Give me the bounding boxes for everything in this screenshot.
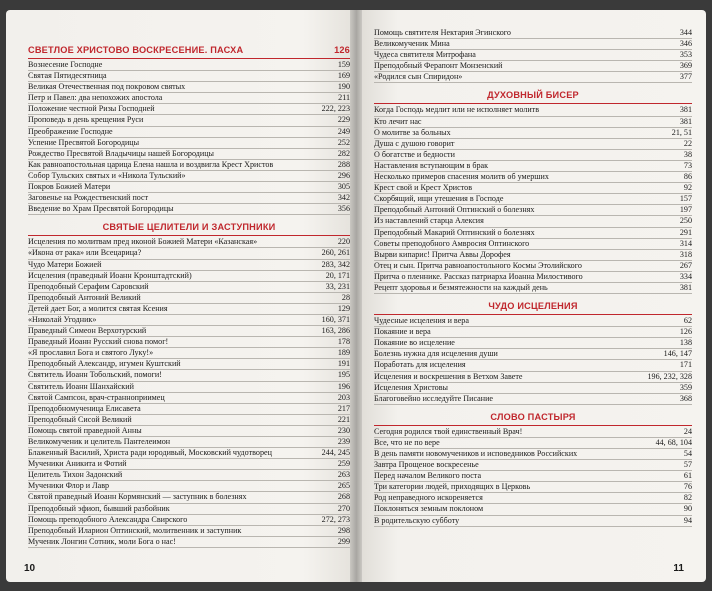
toc-entry-page: 90 xyxy=(683,504,692,514)
toc-entry-title: Вырви кипарис! Притча Аввы Дорофея xyxy=(374,249,511,259)
toc-entry-title: «Я прославил Бога и святого Луку!» xyxy=(28,348,154,358)
toc-entry-title: Преображение Господне xyxy=(28,126,113,136)
toc-entry xyxy=(374,228,692,239)
toc-entry-page: 239 xyxy=(337,437,350,446)
toc-entry-title: Преподобный Антоний Оптинский о болезнях xyxy=(374,205,535,215)
toc-entry-page: 190 xyxy=(337,82,350,92)
section-heading-spiritual-beads: ДУХОВНЫЙ БИСЕР xyxy=(374,89,692,104)
section-miracle-healing-entries xyxy=(374,316,692,405)
toc-entry-page: 268 xyxy=(337,492,350,502)
toc-entry xyxy=(374,172,692,183)
section-heading-easter xyxy=(28,44,350,59)
toc-entry xyxy=(28,426,350,437)
toc-entry xyxy=(28,359,350,370)
toc-entry-page: 368 xyxy=(679,393,692,403)
toc-entry-title: Советы преподобного Амвросия Оптинского xyxy=(374,238,530,248)
toc-entry xyxy=(374,128,692,139)
toc-entry-page: 270 xyxy=(337,503,350,513)
toc-entry xyxy=(374,349,692,360)
book-gutter xyxy=(350,10,362,582)
toc-entry xyxy=(28,492,350,503)
toc-entry-page: 82 xyxy=(683,493,692,503)
toc-entry-page: 138 xyxy=(679,338,692,348)
toc-entry xyxy=(28,93,350,104)
toc-entry-page: 305 xyxy=(337,182,350,192)
toc-entry-page: 381 xyxy=(679,105,692,115)
toc-entry xyxy=(28,526,350,537)
right-page-contents xyxy=(374,28,692,527)
toc-entry-page: 57 xyxy=(683,460,692,470)
toc-entry xyxy=(28,437,350,448)
left-page xyxy=(6,10,356,582)
toc-entry-title: Три категории людей, приходящих в Церковь xyxy=(374,482,531,492)
toc-entry xyxy=(374,205,692,216)
toc-entry-page: 259 xyxy=(337,459,350,469)
toc-entry-title: Чудесные исцеления и вера xyxy=(374,316,469,326)
toc-entry-title: Исцеления Христовы xyxy=(374,382,448,392)
toc-entry xyxy=(374,250,692,261)
toc-entry-title: Мученики Флор и Лавр xyxy=(28,481,110,491)
toc-entry-title: Святой праведный Иоанн Кормянский — заступник в болезнях xyxy=(28,492,247,502)
toc-entry-page: 220 xyxy=(337,237,350,247)
toc-entry xyxy=(374,272,692,283)
toc-entry-page: 22 xyxy=(683,138,692,148)
toc-entry-page: 196 xyxy=(337,381,350,391)
toc-entry-page: 346 xyxy=(679,39,692,49)
toc-entry xyxy=(28,193,350,204)
toc-entry-page: 359 xyxy=(679,382,692,392)
toc-entry-page: 159 xyxy=(337,60,350,69)
toc-entry-title: Благоговейно исследуйте Писание xyxy=(374,393,494,403)
toc-entry-page: 263 xyxy=(337,470,350,480)
toc-entry-title: Святая Пятидесятница xyxy=(28,71,107,81)
toc-entry-page: 265 xyxy=(337,481,350,491)
toc-entry xyxy=(374,438,692,449)
toc-entry-page: 272, 273 xyxy=(321,514,350,524)
toc-entry xyxy=(374,183,692,194)
toc-entry-page: 178 xyxy=(337,337,350,347)
toc-entry-title: Крест свой и Крест Христов xyxy=(374,183,473,193)
toc-entry-title: Наставления вступающим в брак xyxy=(374,160,489,170)
toc-entry-title: Преподобный Серафим Саровский xyxy=(28,281,149,291)
toc-entry-title: Целитель Тихон Задонский xyxy=(28,470,123,480)
toc-entry-page: 252 xyxy=(337,137,350,147)
toc-entry-title: Заговенье на Рождественский пост xyxy=(28,193,149,203)
toc-entry-page: 92 xyxy=(683,183,692,193)
toc-entry-title: Помощь святителя Нектария Эгинского xyxy=(374,28,511,37)
toc-entry xyxy=(374,39,692,50)
toc-entry-page: 318 xyxy=(679,249,692,259)
toc-entry-page: 24 xyxy=(683,426,692,436)
toc-entry-title: Покаяние и вера xyxy=(374,327,431,337)
toc-entry-page: 86 xyxy=(683,172,692,182)
toc-entry xyxy=(374,150,692,161)
toc-entry xyxy=(374,449,692,460)
toc-entry-page: 250 xyxy=(679,216,692,226)
toc-entry-title: Святитель Иоанн Тобольский, помоги! xyxy=(28,370,162,380)
toc-entry-page: 344 xyxy=(679,28,692,37)
toc-entry-title: Рождество Пресвятой Владычицы нашей Богородицы xyxy=(28,148,214,158)
section-healers-entries xyxy=(28,237,350,548)
toc-entry xyxy=(374,516,692,527)
toc-entry-page: 62 xyxy=(683,316,692,326)
section-title-page: 126 xyxy=(334,45,350,55)
toc-entry xyxy=(374,194,692,205)
toc-entry-title: Душа с душою говорит xyxy=(374,138,455,148)
toc-entry xyxy=(374,360,692,371)
toc-entry-page: 369 xyxy=(679,61,692,71)
toc-entry-page: 249 xyxy=(337,126,350,136)
toc-entry xyxy=(28,282,350,293)
toc-entry-title: Исцеления по молитвам пред иконой Божией Матери «Казанская» xyxy=(28,237,258,247)
toc-entry xyxy=(28,82,350,93)
toc-entry-page: 191 xyxy=(337,359,350,369)
toc-entry-title: Мученики Аникита и Фотий xyxy=(28,459,127,469)
toc-entry xyxy=(28,248,350,259)
toc-entry xyxy=(28,104,350,115)
toc-entry xyxy=(28,127,350,138)
toc-entry xyxy=(28,138,350,149)
toc-entry-page: 217 xyxy=(337,403,350,413)
toc-entry xyxy=(28,404,350,415)
toc-entry xyxy=(28,149,350,160)
toc-entry xyxy=(28,171,350,182)
toc-entry-page: 61 xyxy=(683,471,692,481)
toc-entry-page: 377 xyxy=(679,72,692,82)
toc-entry-title: Великомученик и целитель Пантелеимон xyxy=(28,437,171,446)
section-easter-entries xyxy=(28,60,350,215)
toc-entry-title: Преподобный эфиоп, бывший разбойник xyxy=(28,503,170,513)
toc-entry-title: Рецепт здоровья и безмятежности на каждый день xyxy=(374,282,548,292)
toc-entry-page: 230 xyxy=(337,425,350,435)
toc-entry xyxy=(374,283,692,294)
toc-entry-title: О молитве за больных xyxy=(374,127,451,137)
toc-entry-title: Кто лечит нас xyxy=(374,116,422,126)
toc-entry xyxy=(28,415,350,426)
toc-entry-page: 283, 342 xyxy=(321,259,350,269)
toc-entry-title: Преподобномученица Елисавета xyxy=(28,403,141,413)
toc-entry-page: 163, 286 xyxy=(321,326,350,336)
page-number-right: 11 xyxy=(673,563,684,574)
toc-entry xyxy=(374,117,692,128)
toc-entry xyxy=(374,105,692,116)
toc-entry-title: Введение во Храм Пресвятой Богородицы xyxy=(28,204,174,214)
toc-entry-title: Великомученик Мина xyxy=(374,39,450,49)
toc-entry-page: 282 xyxy=(337,148,350,158)
toc-entry-title: Отец и сын. Притча равноапостольного Космы Этолийского xyxy=(374,260,582,270)
right-page xyxy=(356,10,706,582)
toc-entry-page: 169 xyxy=(337,71,350,81)
toc-entry-title: Праведный Иоанн Русский снова помог! xyxy=(28,337,169,347)
toc-entry-page: 244, 245 xyxy=(321,448,350,458)
section-heading-healers: СВЯТЫЕ ЦЕЛИТЕЛИ И ЗАСТУПНИКИ xyxy=(28,221,350,236)
toc-entry xyxy=(28,470,350,481)
toc-entry xyxy=(374,50,692,61)
toc-entry xyxy=(28,459,350,470)
toc-entry-page: 33, 231 xyxy=(325,281,350,291)
toc-entry-page: 353 xyxy=(679,50,692,60)
toc-entry-title: Род неправедного искореняется xyxy=(374,493,483,503)
toc-entry-title: Преподобный Сисой Великий xyxy=(28,414,132,424)
toc-entry-page: 334 xyxy=(679,271,692,281)
section-heading-miracle-healing: ЧУДО ИСЦЕЛЕНИЯ xyxy=(374,300,692,315)
toc-entry-title: Святитель Иоанн Шанхайский xyxy=(28,381,134,391)
toc-entry xyxy=(374,28,692,39)
toc-entry-page: 157 xyxy=(679,194,692,204)
toc-entry xyxy=(28,504,350,515)
toc-entry-page: 356 xyxy=(337,204,350,214)
toc-entry xyxy=(28,182,350,193)
toc-entry-title: Болезнь нужна для исцеления души xyxy=(374,349,498,359)
toc-entry-title: Положение честной Ризы Господней xyxy=(28,104,155,114)
toc-entry xyxy=(374,261,692,272)
toc-entry-title: Собор Тульских святых и «Никола Тульский» xyxy=(28,170,186,180)
toc-entry xyxy=(28,337,350,348)
toc-entry-title: Покров Божией Матери xyxy=(28,182,111,192)
toc-entry-title: Блаженный Василий, Христа ради юродивый, Московский чудотворец xyxy=(28,448,272,458)
toc-entry xyxy=(28,481,350,492)
toc-entry-title: Великая Отечественная под покровом святых xyxy=(28,82,186,92)
toc-entry-title: Чудеса святителя Митрофана xyxy=(374,50,476,60)
toc-entry xyxy=(28,348,350,359)
toc-entry-page: 203 xyxy=(337,392,350,402)
toc-entry-title: Святой Сампсон, врач-странноприимец xyxy=(28,392,165,402)
toc-entry xyxy=(28,448,350,459)
toc-entry-page: 267 xyxy=(679,260,692,270)
toc-entry xyxy=(374,61,692,72)
toc-entry xyxy=(28,370,350,381)
toc-entry-page: 260, 261 xyxy=(321,248,350,258)
toc-entry-title: Покаяние во исцеление xyxy=(374,338,455,348)
toc-entry xyxy=(374,161,692,172)
toc-entry-page: 21, 51 xyxy=(671,127,692,137)
toc-entry-title: «Икона от рака» или Всецарица? xyxy=(28,248,142,258)
toc-entry-title: Исцеления (праведный Иоанн Кронштадтский) xyxy=(28,270,192,280)
toc-entry-page: 54 xyxy=(683,449,692,458)
continued-entries xyxy=(374,28,692,83)
left-page-contents xyxy=(28,44,350,548)
toc-entry xyxy=(28,115,350,126)
section-heading-pastor-word: СЛОВО ПАСТЫРЯ xyxy=(374,411,692,426)
toc-entry xyxy=(28,304,350,315)
toc-entry xyxy=(28,393,350,404)
toc-entry-title: Преподобный Макарий Оптинский о болезнях xyxy=(374,227,535,237)
toc-entry-page: 146, 147 xyxy=(663,349,692,359)
toc-entry-title: «Родился сын Спиридон» xyxy=(374,72,463,82)
toc-entry-title: Мученик Лонгин Сотник, моли Бога о нас! xyxy=(28,536,176,546)
toc-entry-page: 298 xyxy=(337,525,350,535)
toc-entry-page: 44, 68, 104 xyxy=(655,437,692,447)
toc-entry-page: 221 xyxy=(337,414,350,424)
toc-entry-title: Преподобный Ферапонт Монзенский xyxy=(374,61,503,71)
toc-entry xyxy=(28,382,350,393)
toc-entry-page: 211 xyxy=(338,93,350,103)
toc-entry xyxy=(28,60,350,71)
section-spiritual-beads-entries xyxy=(374,105,692,294)
toc-entry-page: 160, 371 xyxy=(321,314,350,324)
toc-entry-title: О богатстве и бедности xyxy=(374,149,455,159)
toc-entry xyxy=(28,271,350,282)
toc-entry-title: Сегодня родился твой единственный Врач! xyxy=(374,426,523,436)
toc-entry-page: 314 xyxy=(679,238,692,248)
toc-entry xyxy=(374,383,692,394)
toc-entry-page: 222, 223 xyxy=(321,104,350,114)
toc-entry-title: В день памяти новомучеников и исповедников Российских xyxy=(374,449,578,458)
toc-entry-title: Поработать для исцеления xyxy=(374,360,466,370)
toc-entry xyxy=(28,237,350,248)
toc-entry-page: 342 xyxy=(337,193,350,203)
toc-entry-title: Притча о пленнике. Рассказ патриарха Иоанна Милостивого xyxy=(374,271,583,281)
toc-entry-page: 73 xyxy=(683,160,692,170)
toc-entry xyxy=(374,460,692,471)
toc-entry xyxy=(374,372,692,383)
toc-entry-title: Все, что не по вере xyxy=(374,437,440,447)
toc-entry xyxy=(374,239,692,250)
toc-entry xyxy=(374,394,692,405)
toc-entry-page: 299 xyxy=(337,536,350,546)
toc-entry-title: Исцеления и воскрешения в Ветхом Завете xyxy=(374,371,523,381)
toc-entry-title: Детей дает Бог, а молится святая Ксения xyxy=(28,303,168,313)
toc-entry xyxy=(374,504,692,515)
toc-entry-title: Успение Пресвятой Богородицы xyxy=(28,137,140,147)
toc-entry xyxy=(374,427,692,438)
toc-entry-page: 76 xyxy=(683,482,692,492)
toc-entry-page: 171 xyxy=(679,360,692,370)
toc-entry xyxy=(374,139,692,150)
toc-entry-title: «Николай Угодник» xyxy=(28,314,97,324)
toc-entry-page: 196, 232, 328 xyxy=(647,371,692,381)
toc-entry-page: 38 xyxy=(683,149,692,159)
toc-entry-title: Скорбящий, ищи утешения в Господе xyxy=(374,194,504,204)
toc-entry-title: Несколько примеров спасения молитв об умерших xyxy=(374,172,549,182)
toc-entry-page: 129 xyxy=(337,303,350,313)
toc-entry-title: Преподобный Антоний Великий xyxy=(28,292,141,302)
toc-entry xyxy=(374,493,692,504)
toc-entry-title: Завтра Прощеное воскресенье xyxy=(374,460,479,470)
toc-entry xyxy=(374,482,692,493)
toc-entry-title: Преподобный Иларион Оптинский, молитвенник и заступник xyxy=(28,525,242,535)
toc-entry-page: 381 xyxy=(679,116,692,126)
toc-entry-page: 28 xyxy=(341,292,350,302)
toc-entry xyxy=(28,204,350,215)
toc-entry xyxy=(374,216,692,227)
toc-entry-title: В родительскую субботу xyxy=(374,515,460,525)
toc-entry-page: 20, 171 xyxy=(325,270,350,280)
toc-entry-title: Из наставлений старца Алексия xyxy=(374,216,484,226)
toc-entry-page: 189 xyxy=(337,348,350,358)
toc-entry xyxy=(28,71,350,82)
toc-entry-title: Вознесение Господне xyxy=(28,60,103,69)
toc-entry-page: 229 xyxy=(337,115,350,125)
toc-entry-title: Проповедь в день крещения Руси xyxy=(28,115,144,125)
toc-entry-title: Преподобный Александр, игумен Куштский xyxy=(28,359,181,369)
toc-entry xyxy=(28,160,350,171)
toc-entry-page: 197 xyxy=(679,205,692,215)
toc-entry xyxy=(374,72,692,83)
toc-entry xyxy=(28,326,350,337)
toc-entry-title: Праведный Симеон Верхотурский xyxy=(28,326,147,336)
toc-entry-title: Поклоняться земным поклоном xyxy=(374,504,484,514)
toc-entry-title: Петр и Павел: два непохожих апостола xyxy=(28,93,163,103)
toc-entry-page: 195 xyxy=(337,370,350,380)
toc-entry-title: Чудо Матери Божией xyxy=(28,259,102,269)
toc-entry xyxy=(374,316,692,327)
toc-entry-title: Помощь преподобного Александра Свирского xyxy=(28,514,188,524)
toc-entry xyxy=(28,315,350,326)
toc-entry-page: 381 xyxy=(679,282,692,292)
toc-entry-page: 126 xyxy=(679,327,692,337)
toc-entry-title: Как равноапостольная царица Елена нашла и воздвигла Крест Христов xyxy=(28,159,274,169)
toc-entry xyxy=(374,327,692,338)
toc-entry xyxy=(28,260,350,271)
toc-entry xyxy=(374,338,692,349)
toc-entry-title: Перед началом Великого поста xyxy=(374,471,482,481)
section-pastor-word-entries xyxy=(374,427,692,527)
toc-entry-page: 94 xyxy=(683,515,692,525)
section-title: СВЕТЛОЕ ХРИСТОВО ВОСКРЕСЕНИЕ. ПАСХА xyxy=(28,45,244,55)
toc-entry xyxy=(28,293,350,304)
toc-entry xyxy=(28,515,350,526)
toc-entry xyxy=(374,471,692,482)
toc-entry xyxy=(28,537,350,548)
toc-entry-page: 291 xyxy=(679,227,692,237)
toc-entry-title: Когда Господь медлит или не исполняет молитв xyxy=(374,105,540,115)
toc-entry-page: 288 xyxy=(337,159,350,169)
toc-entry-title: Помощь святой праведной Анны xyxy=(28,425,142,435)
toc-entry-page: 296 xyxy=(337,170,350,180)
page-number-left: 10 xyxy=(24,563,36,574)
